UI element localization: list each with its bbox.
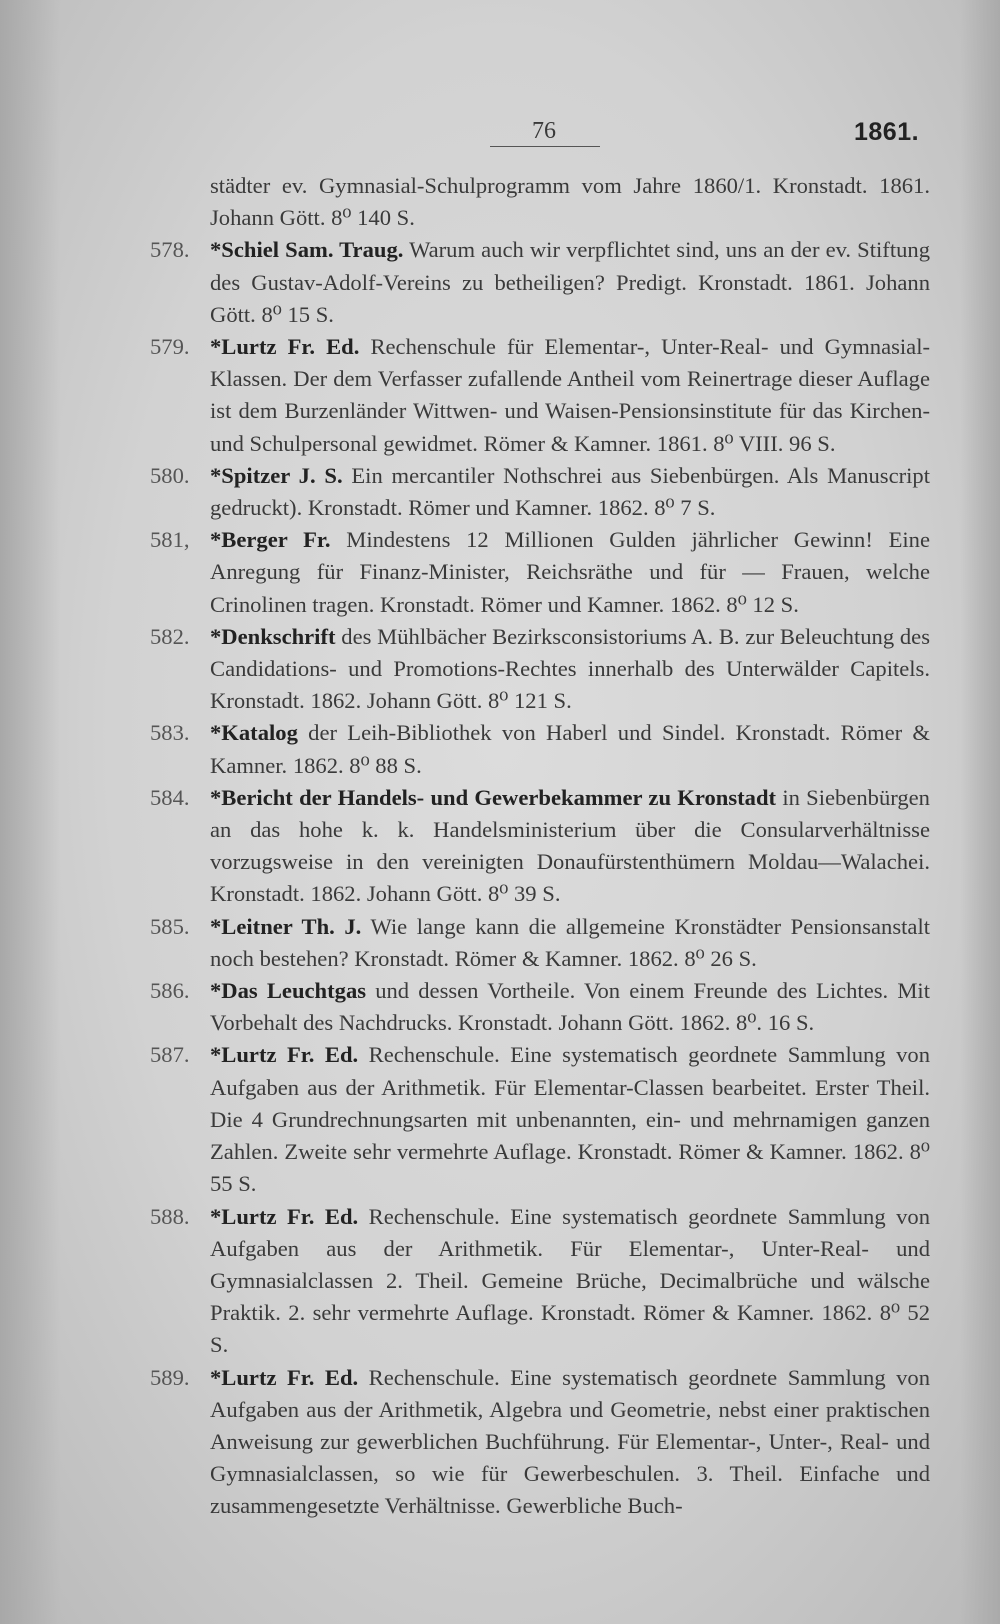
entry-description: Rechenschule für Elementar-, Unter-Real- und Gymnasial-Klassen. Der dem Verfasser zufallende Antheil vom Reinertrage dieser Auflage ist dem Burzenländer Wittwen- und Waisen-Pensionsinstitute für das Kirchen- und Schulpersonal gewidmet. Römer & Kamner. 1861. 8⁰ VIII. 96 S.: [210, 334, 930, 456]
entry-text: [210, 460, 930, 524]
bibliography-list: [150, 170, 930, 1523]
entry-description: und dessen Vortheile. Von einem Freunde des Lichtes. Mit Vorbehalt des Nachdrucks. Kronstadt. Johann Gött. 1862. 8⁰. 16 S.: [210, 978, 930, 1036]
entry-author: *Lurtz Fr. Ed.: [210, 334, 360, 360]
entry-text: [210, 911, 930, 975]
entry-author: *Berger Fr.: [210, 527, 331, 553]
bibliography-entry: [150, 621, 930, 718]
entry-number: 584.: [150, 784, 190, 810]
entry-number: 586.: [150, 978, 190, 1004]
entry-text: [210, 975, 930, 1039]
entry-number: 589.: [150, 1364, 190, 1390]
entry-text: [210, 170, 930, 234]
entry-description: in Siebenbürgen an das hohe k. k. Handelsministerium über die Consularverhältnisse vorzugsweise in den vereinigten Donaufürstenthümern Moldau—Walachei. Kronstadt. 1862. Johann Gött. 8⁰ 39 S.: [210, 784, 930, 907]
bibliography-entry: [150, 234, 930, 331]
bibliography-entry: [150, 460, 930, 524]
entry-text: [210, 782, 930, 911]
entry-text: [210, 621, 930, 718]
entry-description: des Mühlbächer Bezirksconsistoriums A. B. zur Beleuchtung des Candidations- und Promotions-Rechtes innerhalb des Unterwälder Capitels. Kronstadt. 1862. Johann Gött. 8⁰ 121 S.: [210, 623, 930, 714]
entry-author: *Spitzer J. S.: [210, 462, 343, 488]
entry-text: [210, 717, 930, 781]
page-number: 76: [532, 118, 556, 144]
entry-description: Mindestens 12 Millionen Gulden jährlicher Gewinn! Eine Anregung für Finanz-Minister, Reichsräthe und für — Frauen, welche Crinolinen tragen. Kronstadt. Römer und Kamner. 1862. 8⁰ 12 S.: [210, 527, 930, 617]
page-header: [0, 118, 1000, 148]
entry-number: 587.: [150, 1042, 190, 1068]
bibliography-entry: [150, 170, 930, 234]
entry-number: 582.: [150, 623, 190, 649]
bibliography-entry: [150, 1201, 930, 1362]
entry-number: 581,: [150, 527, 190, 553]
bibliography-entry: [150, 782, 930, 911]
entry-text: [210, 524, 930, 621]
entry-author: *Leitner Th. J.: [210, 913, 362, 939]
bibliography-entry: [150, 331, 930, 460]
entry-number: 578.: [150, 237, 190, 263]
entry-number: 580.: [150, 462, 190, 488]
entry-author: *Das Leuchtgas: [210, 978, 367, 1004]
entry-text: [210, 234, 930, 331]
entry-author: *Lurtz Fr. Ed.: [210, 1203, 359, 1229]
bibliography-entry: [150, 975, 930, 1039]
entry-text: [210, 1201, 930, 1362]
entry-number: 588.: [150, 1203, 190, 1229]
header-rule: [490, 146, 600, 147]
bibliography-entry: [150, 717, 930, 781]
entry-description: Rechenschule. Eine systematisch geordnete Sammlung von Aufgaben aus der Arithmetik. Für Elementar-Classen bearbeitet. Erster Theil. Die 4 Grundrechnungsarten mit unbenannten, ein- und mehrnamigen ganzen Zahlen. Zweite sehr vermehrte Auflage. Kronstadt. Römer & Kamner. 1862. 8⁰ 55 S.: [210, 1042, 930, 1197]
entry-author: *Denkschrift: [210, 623, 336, 649]
entry-description: der Leih-Bibliothek von Haberl und Sindel. Kronstadt. Römer & Kamner. 1862. 8⁰ 88 S.: [210, 720, 930, 778]
entry-description: Ein mercantiler Nothschrei aus Siebenbürgen. Als Manuscript gedruckt). Kronstadt. Römer und Kamner. 1862. 8⁰ 7 S.: [210, 462, 930, 521]
entry-text: [210, 331, 930, 460]
entry-description: Rechenschule. Eine systematisch geordnete Sammlung von Aufgaben aus der Arithmetik. Für Elementar-, Unter-Real- und Gymnasialclassen 2. Theil. Gemeine Brüche, Decimalbrüche und wälsche Praktik. 2. sehr vermehrte Auflage. Kronstadt. Römer & Kamner. 1862. 8⁰ 52 S.: [210, 1203, 930, 1358]
entry-author: *Lurtz Fr. Ed.: [210, 1364, 359, 1390]
bibliography-entry: [150, 524, 930, 621]
running-year: 1861.: [854, 118, 920, 146]
entry-description: Wie lange kann die allgemeine Kronstädter Pensionsanstalt noch bestehen? Kronstadt. Römer & Kamner. 1862. 8⁰ 26 S.: [210, 913, 930, 971]
bibliography-entry: [150, 911, 930, 975]
entry-text: [210, 1039, 930, 1200]
entry-description: Warum auch wir verpflichtet sind, uns an der ev. Stiftung des Gustav-Adolf-Vereins zu betheiligen? Predigt. Kronstadt. 1861. Johann Gött. 8⁰ 15 S.: [210, 237, 930, 327]
entry-author: *Bericht der Handels- und Gewerbekammer zu Kronstadt: [210, 784, 777, 810]
entry-number: 579.: [150, 334, 190, 360]
entry-number: 585.: [150, 913, 190, 939]
entry-author: *Lurtz Fr. Ed.: [210, 1042, 359, 1068]
entry-text: [210, 1362, 930, 1523]
entry-number: 583.: [150, 720, 190, 746]
entry-author: *Katalog: [210, 720, 298, 746]
bibliography-entry: [150, 1362, 930, 1523]
entry-author: *Schiel Sam. Traug.: [210, 237, 404, 263]
bibliography-entry: [150, 1039, 930, 1200]
entry-description: städter ev. Gymnasial-Schulprogramm vom Jahre 1860/1. Kronstadt. 1861. Johann Gött. 8⁰ 140 S.: [210, 173, 930, 231]
entry-description: Rechenschule. Eine systematisch geordnete Sammlung von Aufgaben aus der Arithmetik, Algebra und Geometrie, nebst einer praktischen Anweisung zur gewerblichen Buchführung. Für Elementar-, Unter-, Real- und Gymnasialclassen, so wie für Gewerbeschulen. 3. Theil. Einfache und zusammengesetzte Verhältnisse. Gewerbliche Buch-: [210, 1364, 930, 1519]
